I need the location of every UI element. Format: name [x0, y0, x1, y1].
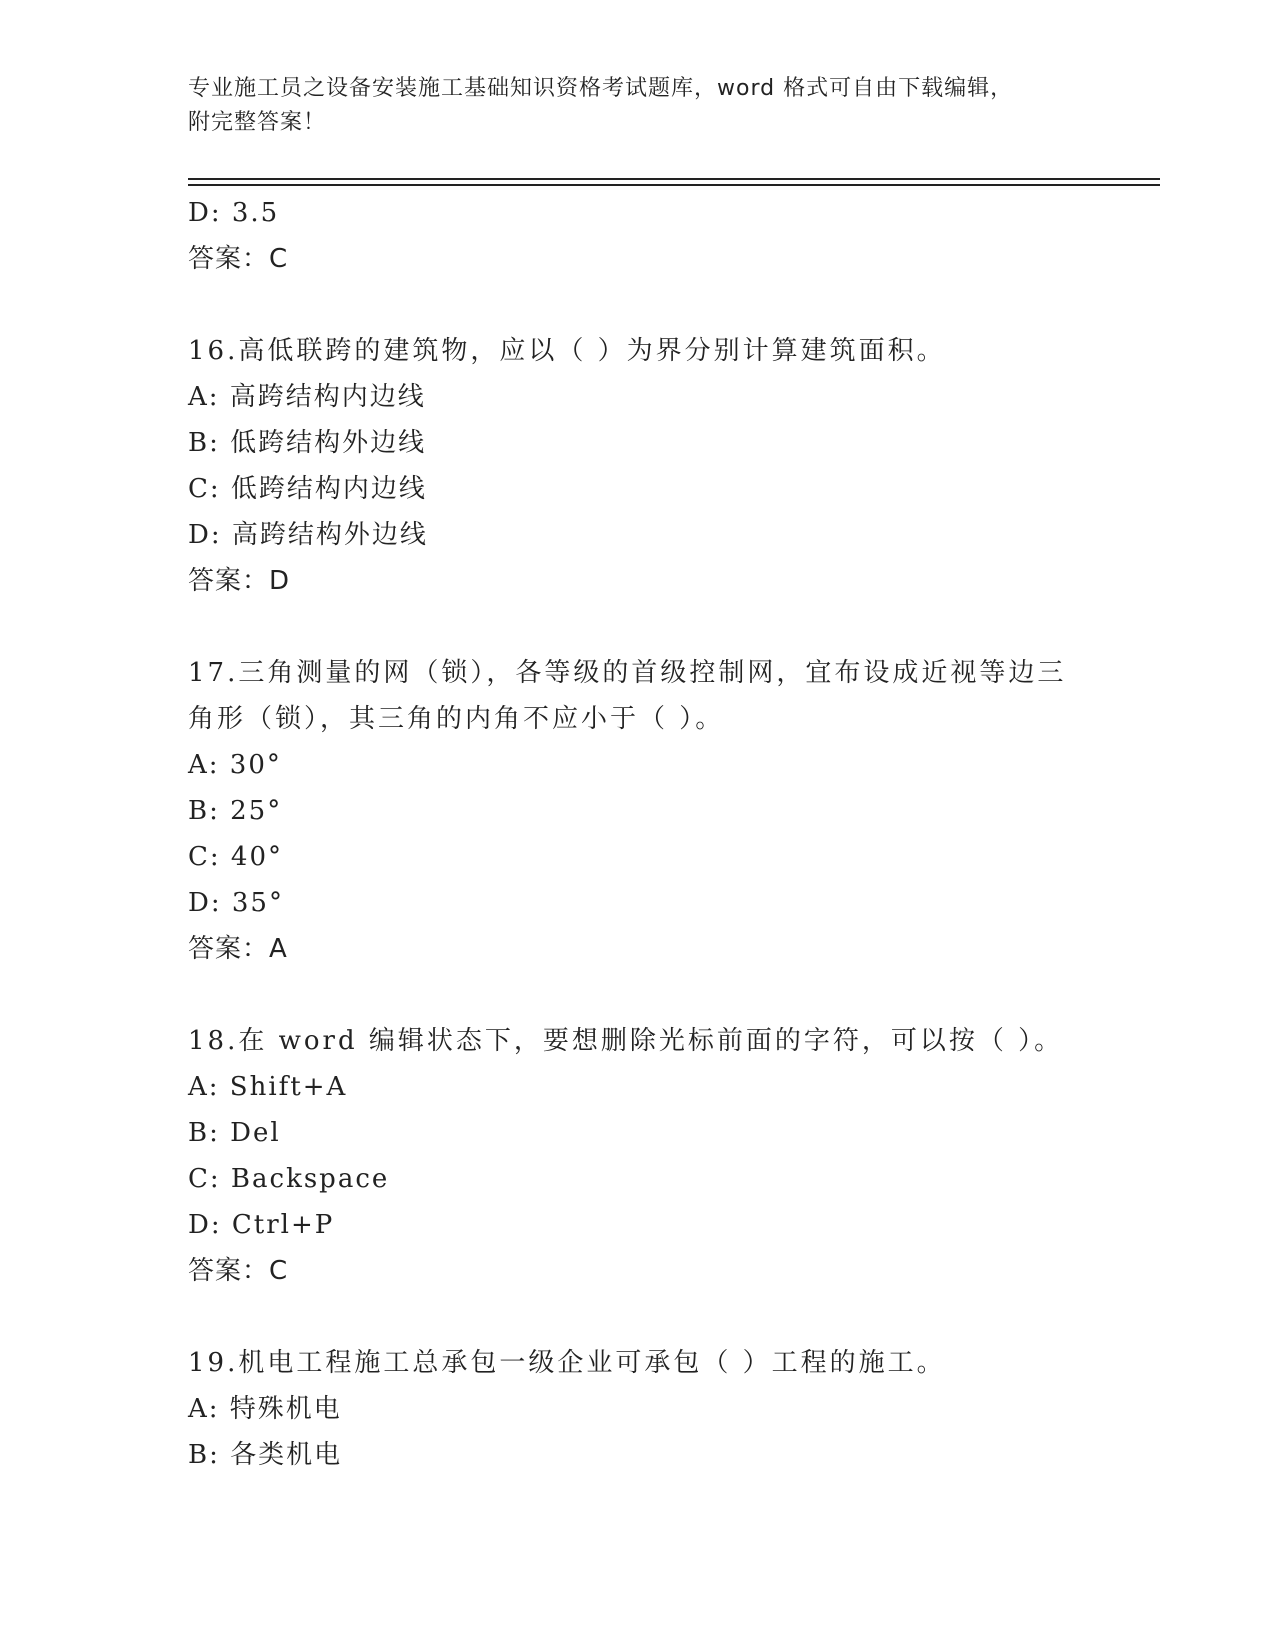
header-rule-bottom: [188, 184, 1160, 186]
document-header: [188, 72, 1068, 140]
option-d: D: 高跨结构外边线: [188, 520, 428, 550]
spacer: [188, 604, 1088, 650]
question-18: [188, 1018, 1088, 1294]
question-text-cont: 角形（锁），其三角的内角不应小于（ ）。: [188, 704, 725, 734]
option-c: C: 40°: [188, 842, 284, 872]
answer: 答案：D: [188, 566, 291, 596]
question-text: 16.高低联跨的建筑物，应以（ ）为界分别计算建筑面积。: [188, 336, 946, 366]
answer: 答案：A: [188, 934, 288, 964]
option-b: B: 各类机电: [188, 1440, 343, 1470]
option-b: B: 低跨结构外边线: [188, 428, 427, 458]
spacer: [188, 282, 1088, 328]
answer: 答案：C: [188, 1256, 289, 1286]
spacer: [188, 1294, 1088, 1340]
question-text: 18.在 word 编辑状态下，要想删除光标前面的字符，可以按（ ）。: [188, 1026, 1064, 1056]
header-line-2: 附完整答案！: [188, 110, 327, 135]
question-text: 19.机电工程施工总承包一级企业可承包（ ）工程的施工。: [188, 1348, 946, 1378]
spacer: [188, 972, 1088, 1018]
prev-answer: 答案：C: [188, 244, 289, 274]
option-b: B: Del: [188, 1118, 281, 1148]
option-a: A: 高跨结构内边线: [188, 382, 426, 412]
option-d: D: Ctrl+P: [188, 1210, 335, 1240]
option-b: B: 25°: [188, 796, 283, 826]
option-c: C: Backspace: [188, 1164, 390, 1194]
question-text: 17.三角测量的网（锁），各等级的首级控制网，宜布设成近视等边三: [188, 658, 1067, 688]
question-17: [188, 650, 1088, 972]
question-16: [188, 328, 1088, 604]
question-19: [188, 1340, 1088, 1478]
option-a: A: Shift+A: [188, 1072, 348, 1102]
option-a: A: 特殊机电: [188, 1394, 342, 1424]
header-rule-top: [188, 178, 1160, 180]
prev-option-d: D: 3.5: [188, 198, 280, 228]
question-list: [188, 190, 1088, 1478]
option-d: D: 35°: [188, 888, 284, 918]
option-a: A: 30°: [188, 750, 282, 780]
header-line-1: 专业施工员之设备安装施工基础知识资格考试题库，word 格式可自由下载编辑，: [188, 76, 1014, 101]
option-c: C: 低跨结构内边线: [188, 474, 427, 504]
